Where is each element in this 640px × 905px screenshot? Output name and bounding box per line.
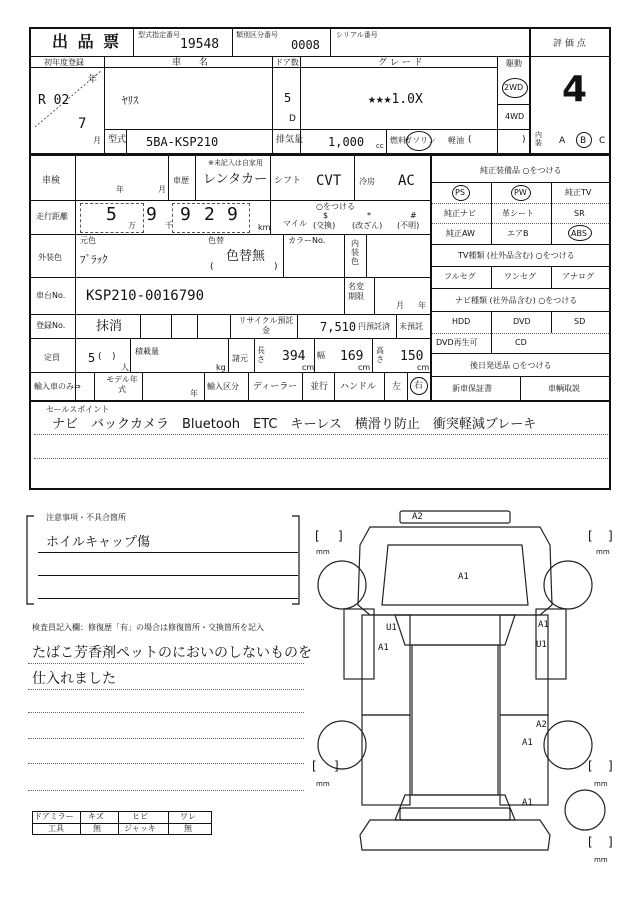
- fuel-gasoline-circle: [406, 131, 432, 151]
- form-title: 出 品 票: [52, 32, 122, 51]
- shift: CVT: [316, 173, 342, 189]
- sales-point-text: ナビ バックカメラ Bluetooh ETC キーレス 横滑り防止 衝突軽減ブレーキ: [52, 417, 537, 432]
- damage-mark: A1: [458, 572, 469, 582]
- exterior-color: ﾌﾞﾗｯｸ: [80, 253, 108, 266]
- defects-text: ホイルキャップ傷: [46, 535, 151, 550]
- car-name: ﾔﾘｽ: [122, 94, 139, 107]
- mileage-digit-4: 2: [204, 204, 215, 225]
- damage-mark: U1: [386, 623, 397, 633]
- damage-mark: A1: [378, 643, 389, 653]
- registration-number: 抹消: [96, 319, 123, 334]
- damage-mark: A1: [522, 738, 533, 748]
- damage-mark: A2: [536, 720, 547, 730]
- defects-bracket: [26, 508, 302, 608]
- displacement: 1,000: [328, 135, 365, 149]
- class-code: 0008: [291, 38, 320, 52]
- repaint-status: 色替無: [226, 249, 266, 264]
- length: 394: [282, 349, 306, 364]
- vehicle-history: レンタカー: [203, 172, 268, 187]
- damage-mark: U1: [536, 640, 547, 650]
- recycle-deposit: 7,510: [320, 320, 357, 334]
- mileage-digit-1: 5: [106, 204, 117, 225]
- first-reg-month: 7: [78, 116, 87, 132]
- door-count: 5: [284, 91, 292, 105]
- mileage-digit-5: 9: [227, 204, 238, 225]
- inspector-line-1: たばこ芳香剤ペットのにおいのしないものを: [32, 645, 312, 661]
- model-type: 5BA-KSP210: [146, 135, 219, 149]
- width: 169: [340, 349, 364, 364]
- inspector-line-2: 仕入れました: [32, 671, 116, 687]
- damage-mark: A1: [538, 620, 549, 630]
- first-reg-year: R 02: [38, 93, 70, 108]
- mileage-digit-2: 9: [146, 204, 157, 225]
- damage-mark: A1: [522, 798, 533, 808]
- evaluation-score: 4: [562, 69, 588, 110]
- capacity: 5: [88, 351, 96, 365]
- grade: ★★★1.0X: [368, 92, 423, 107]
- chassis-number: KSP210-0016790: [86, 288, 205, 304]
- model-code: 19548: [180, 37, 220, 52]
- mileage-digit-3: 9: [180, 204, 191, 225]
- damage-mark: A2: [412, 512, 423, 522]
- air-conditioning: AC: [398, 173, 415, 189]
- car-diagram: [300, 505, 640, 885]
- height: 150: [400, 349, 424, 364]
